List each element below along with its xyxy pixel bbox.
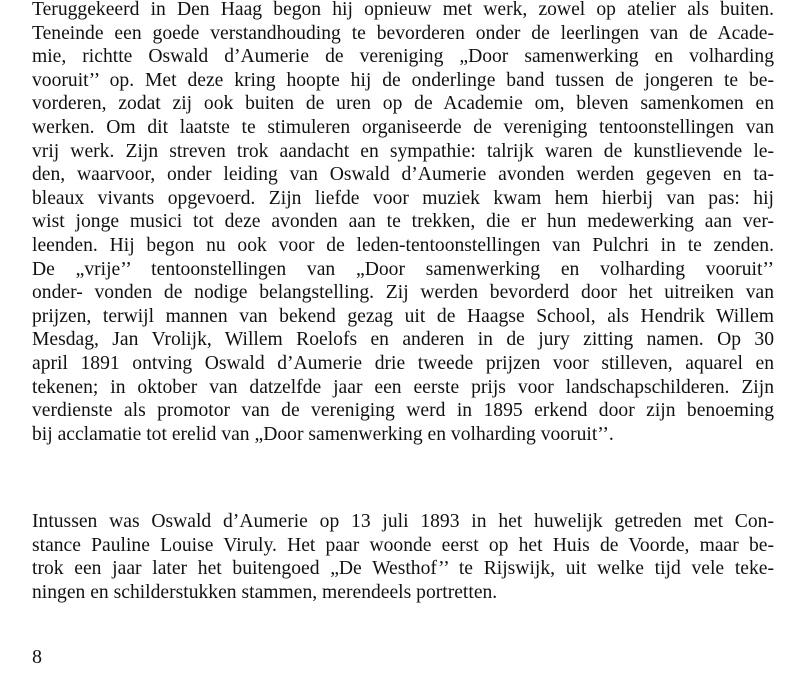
- text-line: wist jonge musici tot deze avonden aan te trekken, die er hun medewerking aan ver-: [32, 211, 774, 233]
- text-line: bleaux vivants opgevoerd. Zijn liefde voor muziek kwam hem hierbij van pas: hij: [32, 187, 774, 209]
- text-line: De „vrije’’ tentoonstellingen van „Door samenwerking en volharding vooruit’’: [32, 258, 774, 280]
- text-line: vorderen, zodat zij ook buiten de uren op de Academie om, bleven samenkomen en: [32, 93, 774, 115]
- text-line: vooruit’’ op. Met deze kring hoopte hij de onderlinge band tussen de jongeren te be-: [32, 69, 774, 91]
- text-line: Teruggekeerd in Den Haag begon hij opnieuw met werk, zowel op atelier als buiten.: [32, 0, 774, 20]
- text-line: bij acclamatie tot erelid van „Door samenwerking en volharding vooruit’’.: [32, 423, 614, 445]
- text-line: verdienste als promotor van de vereniging werd in 1895 erkend door zijn benoeming: [32, 400, 774, 422]
- page-number: 8: [32, 646, 42, 668]
- text-line: april 1891 ontving Oswald d’Aumerie drie tweede prijzen voor stilleven, aquarel en: [32, 352, 774, 374]
- text-line: mie, richtte Oswald d’Aumerie de vereniging „Door samenwerking en volharding: [32, 46, 774, 68]
- text-line: Teneinde een goede verstandhouding te bevorderen onder de leerlingen van de Acade-: [32, 22, 774, 44]
- text-line: tekenen; in oktober van datzelfde jaar een eerste prijs voor landschapschilderen. Zijn: [32, 376, 774, 398]
- text-line: werken. Om dit laatste te stimuleren organiseerde de vereniging tentoonstellingen van: [32, 116, 774, 138]
- text-line: prijzen, terwijl mannen van bekend gezag uit de Haagse School, als Hendrik Willem: [32, 305, 774, 327]
- text-line: onder- vonden de nodige belangstelling. Zij werden bevorderd door het uitreiken van: [32, 282, 774, 304]
- paragraph-1: [32, 0, 774, 446]
- text-line: stance Pauline Louise Viruly. Het paar woonde eerst op het Huis de Voorde, maar be-: [32, 534, 774, 556]
- text-line: Mesdag, Jan Vrolijk, Willem Roelofs en anderen in de jury zitting namen. Op 30: [32, 329, 774, 351]
- paragraph-2: [32, 510, 774, 604]
- text-line: Intussen was Oswald d’Aumerie op 13 juli 1893 in het huwelijk getreden met Con-: [32, 511, 774, 532]
- text-line: trok een jaar later het buitengoed „De Westhof’’ te Rijswijk, uit welke tijd vele teke-: [32, 558, 774, 580]
- text-line: vrij werk. Zijn streven trok aandacht en sympathie: talrijk waren de kunstlievende le-: [32, 140, 774, 162]
- text-line: leenden. Hij begon nu ook voor de leden-tentoonstellingen van Pulchri in te zenden.: [32, 234, 774, 256]
- text-line: ningen en schilderstukken stammen, merendeels portretten.: [32, 581, 498, 603]
- text-line: den, waarvoor, onder leiding van Oswald d’Aumerie avonden werden gegeven en ta-: [32, 164, 774, 186]
